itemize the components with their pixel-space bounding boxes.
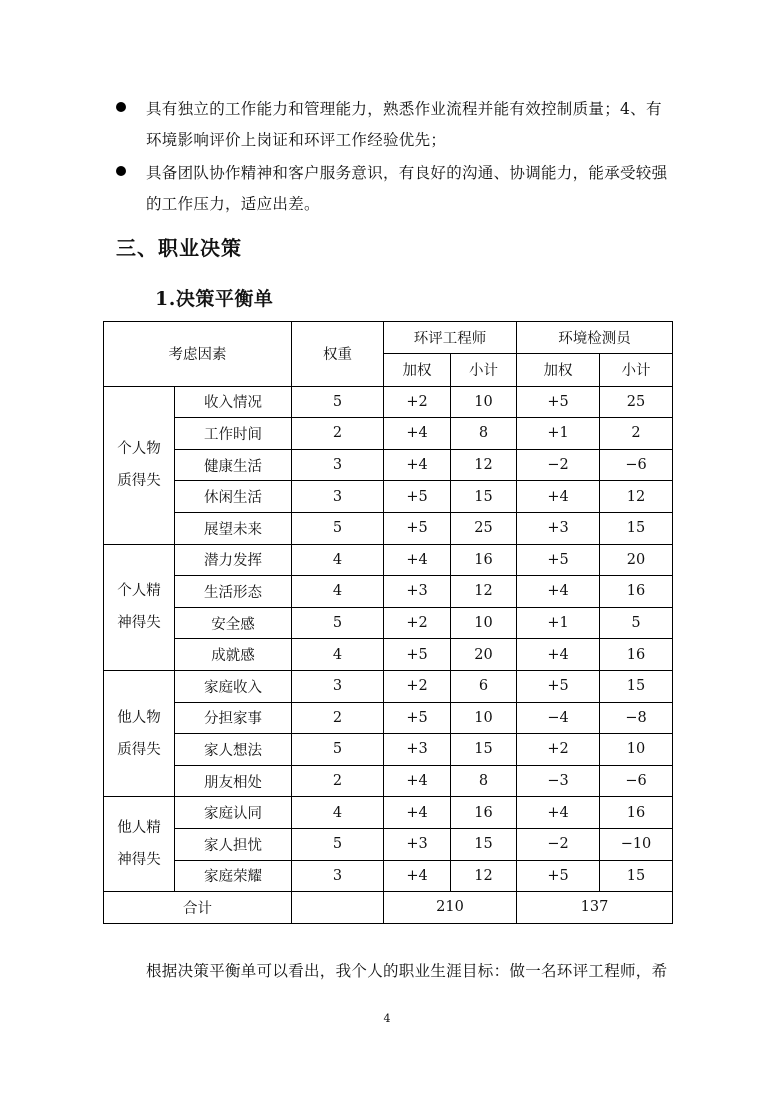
total-label: 合计: [104, 892, 292, 924]
bullet-2-line-1: 具备团队协作精神和客户服务意识，有良好的沟通、协调能力，能承受较强: [146, 164, 668, 182]
total-option-1: 210: [384, 892, 517, 924]
group-label-line: 神得失: [117, 615, 161, 632]
bullet-1-line-1: 具有独立的工作能力和管理能力，熟悉作业流程并能有效控制质量；4、有: [146, 100, 662, 118]
bullet-1-line-2: 环境影响评价上岗证和环评工作经验优先；: [146, 131, 447, 149]
option-1-weighted: +2: [384, 670, 451, 702]
table-row: [104, 544, 673, 576]
option-1-subtotal: 8: [451, 418, 517, 450]
weight-cell: 2: [292, 765, 384, 797]
option-2-subtotal: 15: [600, 860, 673, 892]
conclusion-paragraph: 根据决策平衡单可以看出，我个人的职业生涯目标：做一名环评工程师，希: [146, 962, 668, 980]
option-2-weighted: +5: [517, 386, 600, 418]
table-row: [104, 702, 673, 734]
weight-cell: 3: [292, 481, 384, 513]
factor-item: 分担家事: [175, 702, 292, 734]
factor-item: 休闲生活: [175, 481, 292, 513]
option-2-weighted: +4: [517, 797, 600, 829]
option-2-weighted: −2: [517, 449, 600, 481]
option-1-weighted: +2: [384, 607, 451, 639]
option-1-subtotal: 12: [451, 449, 517, 481]
option-2-weighted: −2: [517, 828, 600, 860]
option-2-subtotal: 25: [600, 386, 673, 418]
option-2-weighted: +3: [517, 512, 600, 544]
total-option-2: 137: [517, 892, 673, 924]
group-label-line: 质得失: [117, 741, 161, 758]
header-weighted: 加权: [384, 353, 451, 386]
weight-cell: 4: [292, 544, 384, 576]
option-2-subtotal: 2: [600, 418, 673, 450]
group-label: [104, 670, 175, 796]
option-2-weighted: +4: [517, 639, 600, 671]
option-1-weighted: +4: [384, 449, 451, 481]
weight-cell: 5: [292, 734, 384, 766]
option-2-weighted: +5: [517, 860, 600, 892]
option-1-weighted: +3: [384, 828, 451, 860]
table-row: [104, 449, 673, 481]
weight-cell: 5: [292, 607, 384, 639]
table-row: [104, 512, 673, 544]
factor-item: 家庭荣耀: [175, 860, 292, 892]
bullet-icon: [116, 166, 126, 176]
option-2-subtotal: 16: [600, 576, 673, 608]
weight-cell: 3: [292, 860, 384, 892]
weight-cell: 4: [292, 576, 384, 608]
table-row: [104, 607, 673, 639]
option-1-weighted: +5: [384, 702, 451, 734]
group-label: [104, 386, 175, 544]
option-1-weighted: +3: [384, 576, 451, 608]
option-2-weighted: +4: [517, 576, 600, 608]
option-1-subtotal: 8: [451, 765, 517, 797]
total-weight: [292, 892, 384, 924]
option-1-subtotal: 12: [451, 576, 517, 608]
table-row: [104, 734, 673, 766]
weight-cell: 2: [292, 418, 384, 450]
option-2-subtotal: 5: [600, 607, 673, 639]
header-weight: 权重: [292, 322, 384, 387]
option-2-subtotal: −10: [600, 828, 673, 860]
option-2-subtotal: 20: [600, 544, 673, 576]
option-1-subtotal: 6: [451, 670, 517, 702]
factor-item: 家庭收入: [175, 670, 292, 702]
weight-cell: 3: [292, 449, 384, 481]
factor-item: 生活形态: [175, 576, 292, 608]
option-2-subtotal: 15: [600, 512, 673, 544]
table-body: [104, 386, 673, 892]
table-row: [104, 418, 673, 450]
group-label-line: 神得失: [117, 852, 161, 869]
table-row: [104, 765, 673, 797]
option-2-weighted: +2: [517, 734, 600, 766]
factor-item: 家人想法: [175, 734, 292, 766]
decision-balance-table: [103, 321, 673, 924]
option-1-weighted: +5: [384, 481, 451, 513]
group-label-line: 质得失: [117, 473, 161, 490]
table-row: [104, 576, 673, 608]
weight-cell: 2: [292, 702, 384, 734]
option-2-weighted: −3: [517, 765, 600, 797]
option-1-subtotal: 16: [451, 544, 517, 576]
option-1-subtotal: 10: [451, 386, 517, 418]
option-1-weighted: +4: [384, 418, 451, 450]
factor-item: 家人担忧: [175, 828, 292, 860]
factor-item: 收入情况: [175, 386, 292, 418]
header-option-2: 环境检测员: [517, 322, 673, 354]
factor-item: 安全感: [175, 607, 292, 639]
option-1-weighted: +5: [384, 639, 451, 671]
option-2-subtotal: 10: [600, 734, 673, 766]
bullet-icon: [116, 102, 126, 112]
option-1-subtotal: 16: [451, 797, 517, 829]
option-2-weighted: −4: [517, 702, 600, 734]
weight-cell: 5: [292, 386, 384, 418]
table-row: [104, 386, 673, 418]
option-2-weighted: +1: [517, 418, 600, 450]
table-row: [104, 860, 673, 892]
option-1-subtotal: 20: [451, 639, 517, 671]
option-1-subtotal: 15: [451, 734, 517, 766]
option-2-subtotal: −6: [600, 449, 673, 481]
table-row: [104, 797, 673, 829]
option-1-subtotal: 10: [451, 607, 517, 639]
bullet-2-line-2: 的工作压力，适应出差。: [146, 195, 320, 213]
option-1-subtotal: 15: [451, 481, 517, 513]
weight-cell: 4: [292, 639, 384, 671]
option-1-subtotal: 10: [451, 702, 517, 734]
header-factor: 考虑因素: [104, 322, 292, 387]
option-2-weighted: +4: [517, 481, 600, 513]
option-2-weighted: +1: [517, 607, 600, 639]
option-1-weighted: +3: [384, 734, 451, 766]
total-row: [104, 892, 673, 924]
option-2-subtotal: −8: [600, 702, 673, 734]
table-row: [104, 670, 673, 702]
factor-item: 展望未来: [175, 512, 292, 544]
group-label-line: 个人精: [117, 583, 161, 600]
header-weighted: 加权: [517, 353, 600, 386]
group-label: [104, 544, 175, 670]
header-subtotal: 小计: [600, 353, 673, 386]
group-label-line: 个人物: [117, 441, 161, 458]
option-2-subtotal: 16: [600, 797, 673, 829]
option-1-subtotal: 15: [451, 828, 517, 860]
option-1-weighted: +4: [384, 797, 451, 829]
option-1-weighted: +4: [384, 544, 451, 576]
option-1-weighted: +2: [384, 386, 451, 418]
factor-item: 工作时间: [175, 418, 292, 450]
factor-item: 健康生活: [175, 449, 292, 481]
option-2-subtotal: 15: [600, 670, 673, 702]
option-2-weighted: +5: [517, 670, 600, 702]
option-1-weighted: +4: [384, 765, 451, 797]
option-1-weighted: +4: [384, 860, 451, 892]
factor-item: 朋友相处: [175, 765, 292, 797]
group-label-line: 他人物: [117, 709, 161, 726]
factor-item: 潜力发挥: [175, 544, 292, 576]
weight-cell: 5: [292, 512, 384, 544]
page-number: 4: [383, 1012, 391, 1025]
header-option-1: 环评工程师: [384, 322, 517, 354]
subsection-title: 1.决策平衡单: [155, 288, 274, 310]
section-title: 三、职业决策: [116, 236, 242, 260]
group-label-line: 他人精: [117, 820, 161, 837]
weight-cell: 4: [292, 797, 384, 829]
weight-cell: 5: [292, 828, 384, 860]
factor-item: 成就感: [175, 639, 292, 671]
table-row: [104, 639, 673, 671]
option-1-weighted: +5: [384, 512, 451, 544]
table-row: [104, 481, 673, 513]
option-1-subtotal: 25: [451, 512, 517, 544]
factor-item: 家庭认同: [175, 797, 292, 829]
table-row: [104, 828, 673, 860]
option-2-subtotal: 16: [600, 639, 673, 671]
weight-cell: 3: [292, 670, 384, 702]
header-subtotal: 小计: [451, 353, 517, 386]
group-label: [104, 797, 175, 892]
option-2-subtotal: −6: [600, 765, 673, 797]
option-2-weighted: +5: [517, 544, 600, 576]
option-2-subtotal: 12: [600, 481, 673, 513]
option-1-subtotal: 12: [451, 860, 517, 892]
